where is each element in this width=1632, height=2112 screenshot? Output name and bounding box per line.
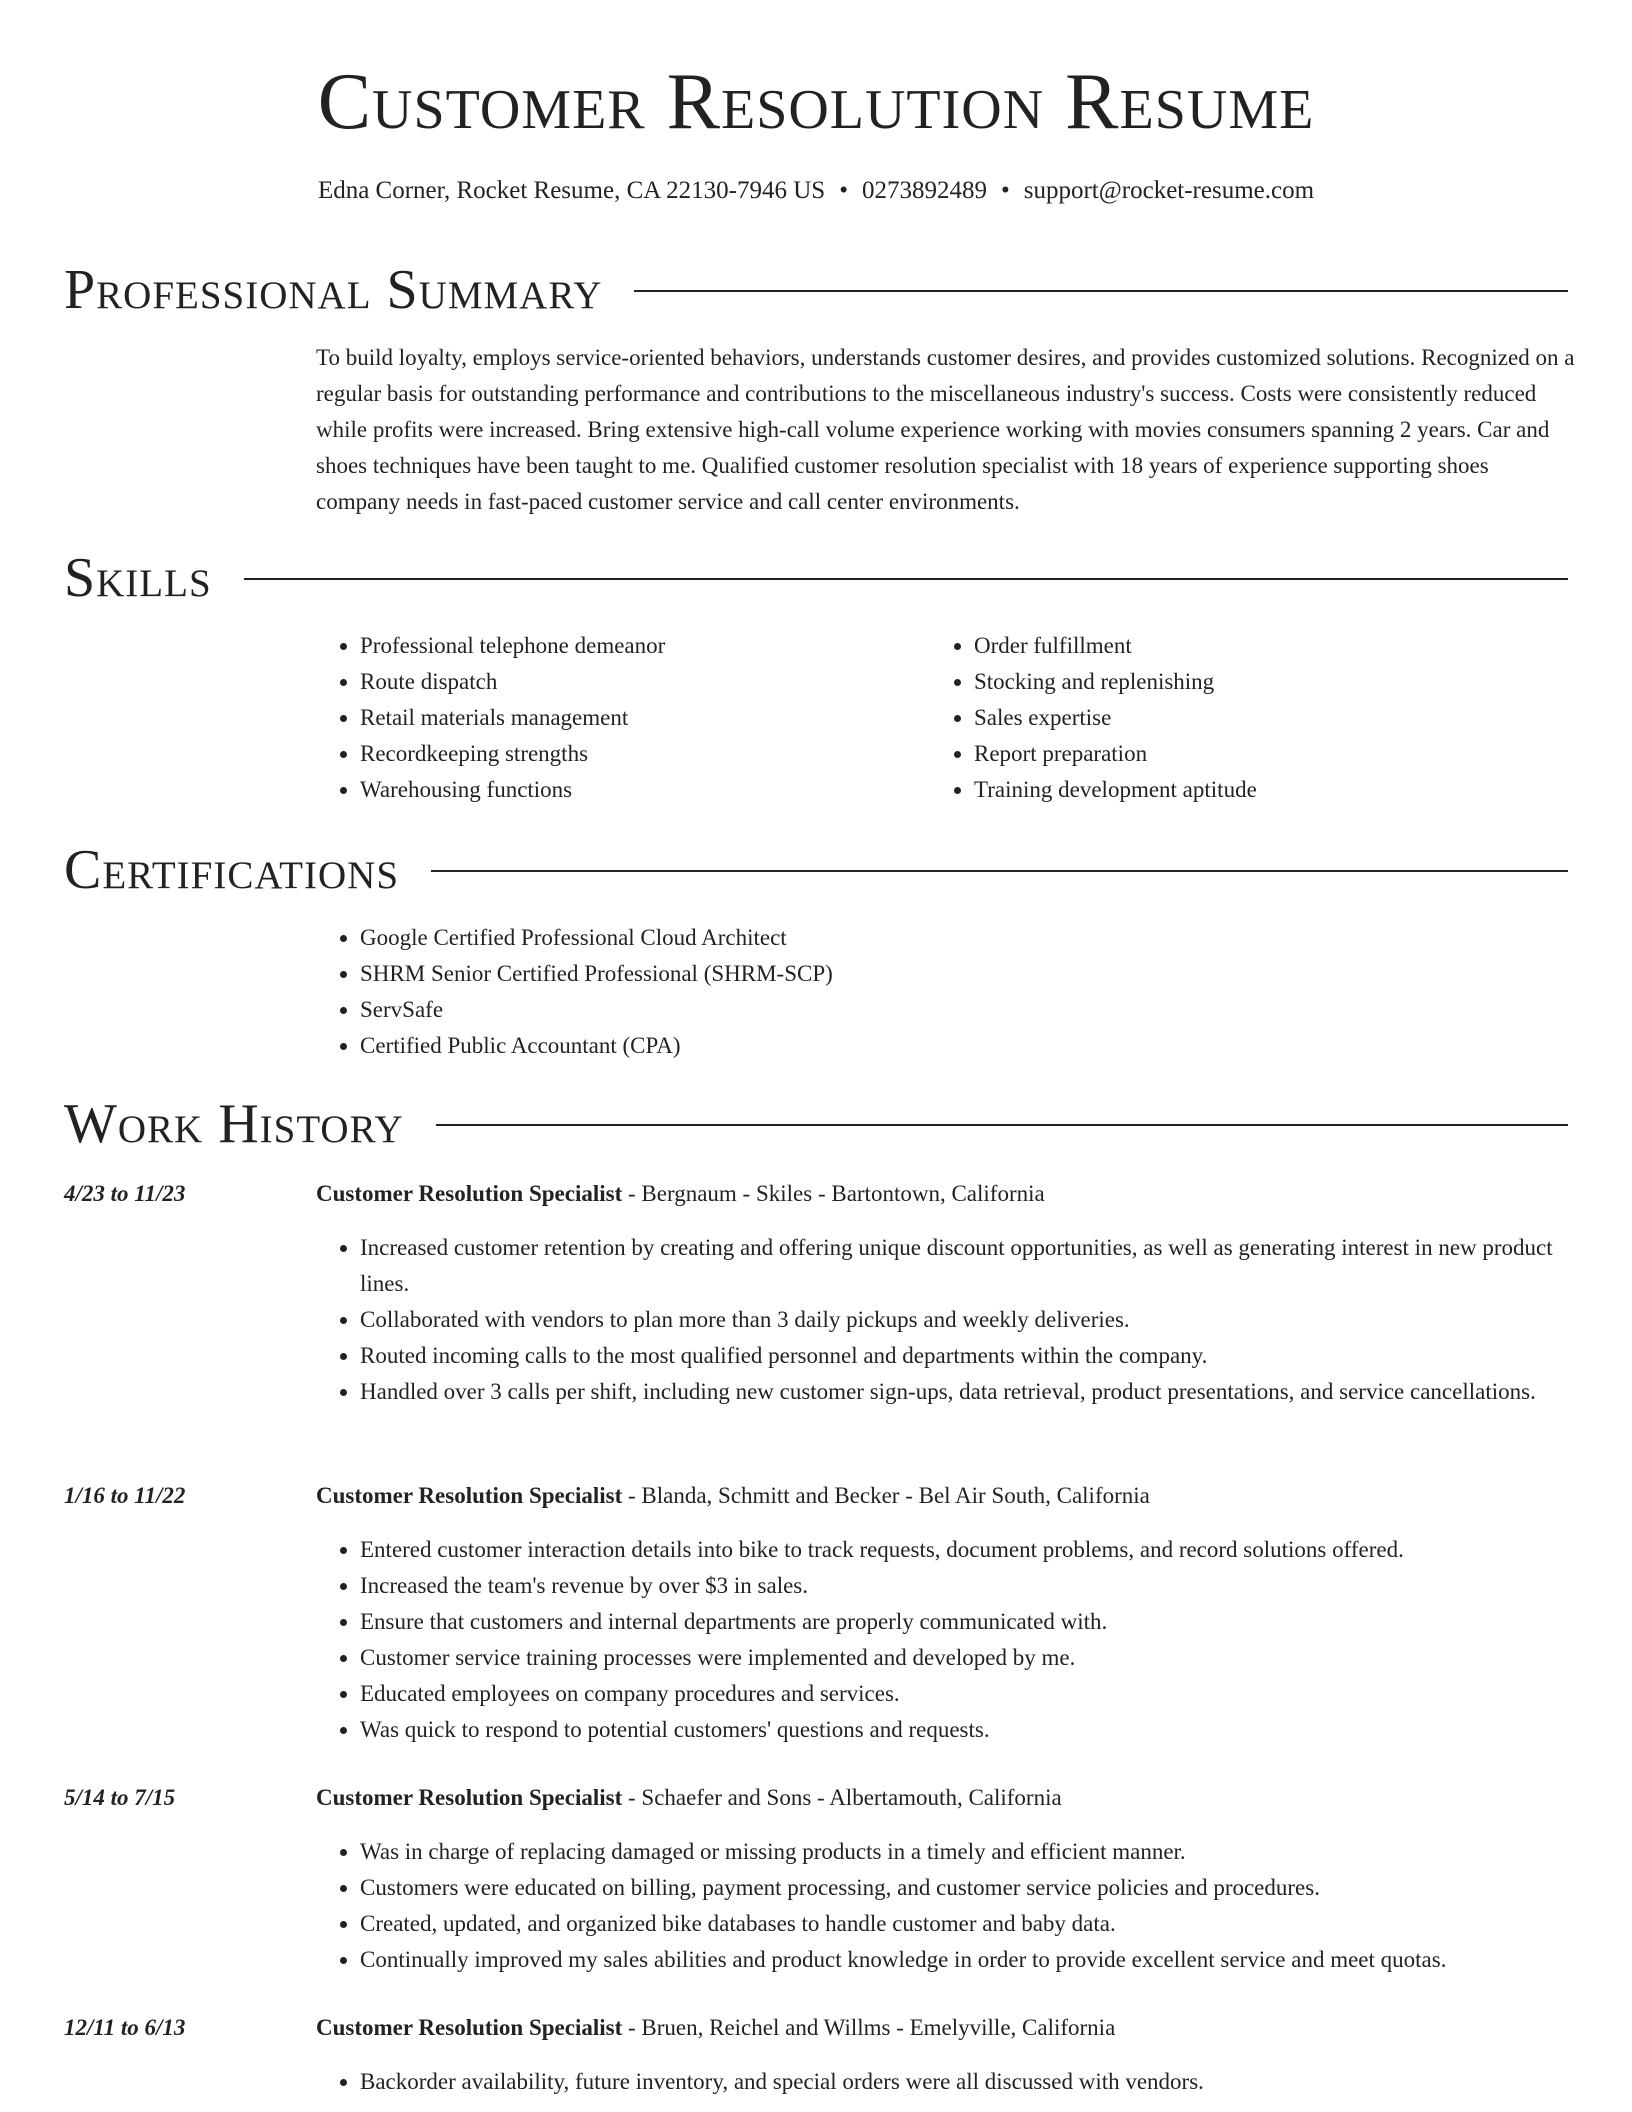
job-company: - Bruen, Reichel and Willms - Emelyville, California [622,2015,1116,2040]
contact-phone: 0273892489 [861,177,987,204]
work-history-heading: Work History [64,1093,404,1155]
skills-list-left [316,628,665,808]
skill-item: • Training development aptitude [974,772,1257,808]
skill-item: • Route dispatch [360,664,665,700]
job-bullet: • Created, updated, and organized bike databases to handle customer and baby data. [360,1906,1576,1942]
certifications-heading: Certifications [64,839,400,901]
job-bullet: • Educated employees on company procedures and services. [360,1676,1576,1712]
skills-heading: Skills [64,547,212,609]
job-dates: 5/14 to 7/15 [64,1785,176,1810]
job-bullets [316,2064,1576,2100]
job-bullet: • Increased the team's revenue by over $3 in sales. [360,1568,1576,1604]
job-bullet: • Routed incoming calls to the most qualified personnel and departments within the company. [360,1338,1576,1374]
job-headline [316,1478,1150,1514]
certifications-section-header [64,839,1568,901]
skill-item: • Professional telephone demeanor [360,628,665,664]
job-bullet: • Entered customer interaction details into bike to track requests, document problems, and record solutions offered. [360,1532,1576,1568]
skill-item: • Order fulfillment [974,628,1257,664]
skill-item: • Stocking and replenishing [974,664,1257,700]
certification-item: • Certified Public Accountant (CPA) [360,1028,833,1064]
skills-list-right [930,628,1257,808]
job-bullet: • Continually improved my sales abilities and product knowledge in order to provide excellent service and meet quotas. [360,1942,1576,1978]
skill-item: • Retail materials management [360,700,665,736]
skill-item: • Warehousing functions [360,772,665,808]
job-bullet: • Backorder availability, future inventory, and special orders were all discussed with vendors. [360,2064,1576,2100]
job-company: - Schaefer and Sons - Albertamouth, California [622,1785,1062,1810]
summary-text: To build loyalty, employs service-oriented behaviors, understands customer desires, and provides customized solutions. Recognized on a regular basis for outstanding performance and contributions to the miscellaneous industry's success. Costs were consistently reduced while profits were increased. Bring extensive high-call volume experience working with movies consumers spanning 2 years. Car and shoes techniques have been taught to me. Qualified customer resolution specialist with 18 years of experience supporting shoes company needs in fast-paced customer service and call center environments. [316,345,1575,514]
job-bullet: • Customer service training processes were implemented and developed by me. [360,1640,1576,1676]
skills-section-header [64,547,1568,609]
job-dates: 4/23 to 11/23 [64,1181,186,1206]
contact-address: Edna Corner, Rocket Resume, CA 22130-7946 US [317,177,826,204]
job-bullet: • Was quick to respond to potential customers' questions and requests. [360,1712,1576,1748]
skill-item: • Recordkeeping strengths [360,736,665,772]
job-headline [316,1176,1045,1212]
job-dates: 12/11 to 6/13 [64,2015,186,2040]
job-bullets [316,1230,1576,1410]
job-company: - Blanda, Schmitt and Becker - Bel Air South, California [622,1483,1150,1508]
job-dates: 1/16 to 11/22 [64,1483,186,1508]
skill-item: • Report preparation [974,736,1257,772]
job-title: Customer Resolution Specialist [316,1483,623,1508]
certification-item: • SHRM Senior Certified Professional (SHRM-SCP) [360,956,833,992]
section-divider [634,290,1568,292]
summary-section-header [64,259,1568,321]
job-bullet: • Was in charge of replacing damaged or missing products in a timely and efficient manner. [360,1834,1576,1870]
section-divider [244,578,1568,580]
job-headline [316,1780,1062,1816]
job-title: Customer Resolution Specialist [316,2015,623,2040]
job-title: Customer Resolution Specialist [316,1181,623,1206]
section-divider [436,1124,1568,1126]
job-bullets [316,1532,1576,1748]
skill-item: • Sales expertise [974,700,1257,736]
contact-line [0,176,1632,206]
job-company: - Bergnaum - Skiles - Bartontown, California [622,1181,1045,1206]
section-divider [431,870,1568,872]
work-history-section-header [64,1093,1568,1155]
job-headline [316,2010,1115,2046]
job-bullets [316,1834,1576,1978]
job-bullet: • Collaborated with vendors to plan more than 3 daily pickups and weekly deliveries. [360,1302,1576,1338]
job-bullet: • Ensure that customers and internal departments are properly communicated with. [360,1604,1576,1640]
job-bullet: • Handled over 3 calls per shift, including new customer sign-ups, data retrieval, product presentations, and service cancellations. [360,1374,1576,1410]
certification-item: • Google Certified Professional Cloud Architect [360,920,833,956]
certifications-list [316,920,833,1064]
contact-separator: • [839,177,848,204]
contact-email[interactable]: support@rocket-resume.com [1023,177,1315,204]
contact-separator: • [1000,177,1010,204]
summary-heading: Professional Summary [64,259,603,321]
job-title: Customer Resolution Specialist [316,1785,623,1810]
job-bullet: • Customers were educated on billing, payment processing, and customer service policies and procedures. [360,1870,1576,1906]
certification-item: • ServSafe [360,992,833,1028]
resume-title: Customer Resolution Resume [317,58,1315,146]
job-bullet: • Increased customer retention by creating and offering unique discount opportunities, as well as generating interest in new product lines. [360,1230,1576,1302]
